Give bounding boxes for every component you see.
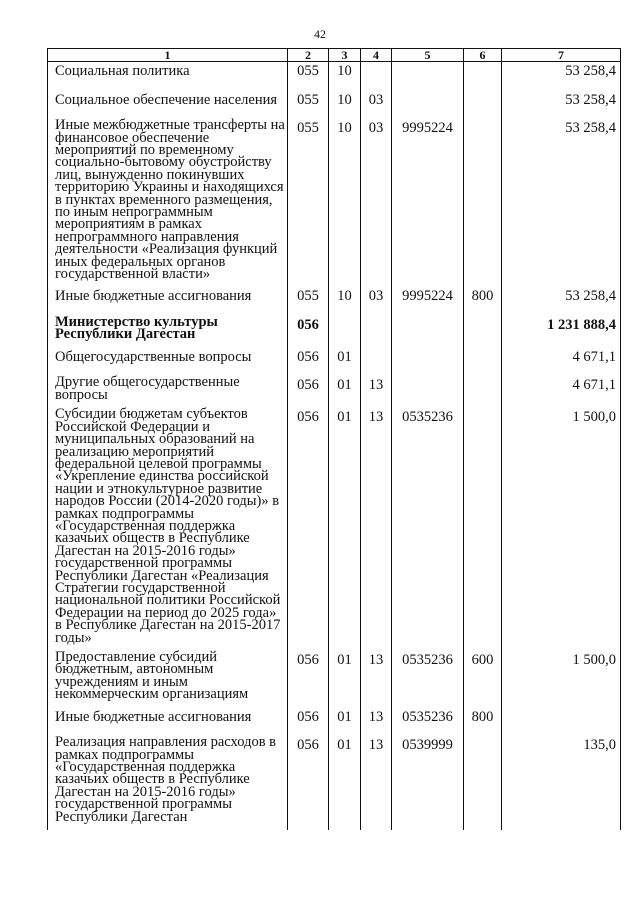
row-code-6: 800 [464, 287, 502, 316]
row-code-3: 10 [329, 119, 361, 287]
row-code-2: 056 [288, 736, 329, 830]
row-code-3: 01 [329, 651, 361, 708]
header-col-7: 7 [502, 49, 621, 62]
row-code-4: 13 [361, 376, 392, 408]
row-code-6 [464, 408, 502, 651]
row-code-2: 055 [288, 119, 329, 287]
row-code-6 [464, 736, 502, 830]
row-name: Иные бюджетные ассигнования [48, 708, 288, 737]
row-code-6: 800 [464, 708, 502, 737]
row-name: Социальная политика [48, 62, 288, 91]
row-name: Реализация направления расходов в рамках подпрограммы «Государственная поддержка казачьих обществ в Республике Дагестан на 2015-2016 годы» государственной программы Республики Дагестан [48, 736, 288, 830]
table-row [48, 62, 621, 91]
table-header [48, 49, 621, 62]
row-code-4: 03 [361, 287, 392, 316]
row-name: Социальное обеспечение населения [48, 91, 288, 120]
table-row [48, 119, 621, 287]
row-code-6 [464, 348, 502, 377]
row-code-5 [392, 91, 464, 120]
table-row [48, 348, 621, 377]
row-code-4: 13 [361, 708, 392, 737]
row-code-6 [464, 62, 502, 91]
row-code-5: 9995224 [392, 119, 464, 287]
table-row [48, 736, 621, 830]
header-col-5: 5 [392, 49, 464, 62]
budget-table [47, 48, 621, 830]
row-amount: 4 671,1 [502, 348, 621, 377]
row-code-5: 0535236 [392, 408, 464, 651]
row-code-2: 056 [288, 376, 329, 408]
row-name: Общегосударственные вопросы [48, 348, 288, 377]
row-code-2: 055 [288, 62, 329, 91]
row-code-4: 13 [361, 651, 392, 708]
row-code-3: 01 [329, 736, 361, 830]
header-col-1: 1 [48, 49, 288, 62]
row-code-6 [464, 91, 502, 120]
page-number: 42 [314, 27, 326, 41]
row-code-6: 600 [464, 651, 502, 708]
row-amount: 135,0 [502, 736, 621, 830]
row-code-6 [464, 119, 502, 287]
row-code-5 [392, 316, 464, 348]
header-col-6: 6 [464, 49, 502, 62]
row-code-2: 056 [288, 408, 329, 651]
row-amount: 1 500,0 [502, 651, 621, 708]
row-code-6 [464, 316, 502, 348]
table-row [48, 91, 621, 120]
row-code-5 [392, 348, 464, 377]
row-code-2: 056 [288, 316, 329, 348]
table-row [48, 708, 621, 737]
row-amount [502, 708, 621, 737]
row-code-5: 0539999 [392, 736, 464, 830]
row-code-4 [361, 316, 392, 348]
row-code-2: 055 [288, 287, 329, 316]
row-code-5: 0535236 [392, 651, 464, 708]
row-name: Министерство культуры Республики Дагестан [48, 316, 288, 348]
row-code-3: 10 [329, 62, 361, 91]
header-col-2: 2 [288, 49, 329, 62]
row-amount: 1 500,0 [502, 408, 621, 651]
row-code-6 [464, 376, 502, 408]
row-name: Другие общегосударственные вопросы [48, 376, 288, 408]
row-code-5: 0535236 [392, 708, 464, 737]
table-row [48, 651, 621, 708]
row-code-3: 01 [329, 408, 361, 651]
table-row [48, 376, 621, 408]
row-amount: 1 231 888,4 [502, 316, 621, 348]
row-code-2: 056 [288, 348, 329, 377]
row-code-5 [392, 376, 464, 408]
row-code-3: 01 [329, 708, 361, 737]
row-amount: 53 258,4 [502, 91, 621, 120]
header-col-3: 3 [329, 49, 361, 62]
row-amount: 53 258,4 [502, 119, 621, 287]
row-name: Предоставление субсидий бюджетным, автономным учреждениям и иным некоммерческим организациям [48, 651, 288, 708]
row-code-3: 10 [329, 287, 361, 316]
row-name: Субсидии бюджетам субъектов Российской Федерации и муниципальных образований на реализацию мероприятий федеральной целевой программы «Укрепление единства российской нации и этнокультурное развитие народов России (2014-2020 годы)» в рамках подпрограммы «Государственная поддержка казачьих обществ в Республике Дагестан на 2015-2016 годы» государственной программы Республики Дагестан «Реализация Стратегии государственной национальной политики Российской Федерации на период до 2025 года» в Республике Дагестан на 2015-2017 годы» [48, 408, 288, 651]
table-row [48, 287, 621, 316]
table-row [48, 316, 621, 348]
row-amount: 4 671,1 [502, 376, 621, 408]
row-code-5 [392, 62, 464, 91]
row-code-2: 056 [288, 651, 329, 708]
row-code-4: 13 [361, 408, 392, 651]
row-amount: 53 258,4 [502, 62, 621, 91]
row-code-4 [361, 348, 392, 377]
row-code-2: 056 [288, 708, 329, 737]
row-code-4 [361, 62, 392, 91]
row-code-3: 01 [329, 376, 361, 408]
table-row [48, 408, 621, 651]
row-code-3: 10 [329, 91, 361, 120]
row-code-4: 03 [361, 119, 392, 287]
row-code-2: 055 [288, 91, 329, 120]
row-code-5: 9995224 [392, 287, 464, 316]
row-name: Иные бюджетные ассигнования [48, 287, 288, 316]
row-code-3: 01 [329, 348, 361, 377]
row-code-4: 13 [361, 736, 392, 830]
row-code-4: 03 [361, 91, 392, 120]
header-col-4: 4 [361, 49, 392, 62]
row-code-3 [329, 316, 361, 348]
row-name: Иные межбюджетные трансферты на финансовое обеспечение мероприятий по временному социально-бытовому обустройству лиц, вынужденно покинувших территорию Украины и находящихся в пунктах временного размещения, по иным непрограммным мероприятиям в рамках непрограммного направления деятельности «Реализация функций иных федеральных органов государственной власти» [48, 119, 288, 287]
row-amount: 53 258,4 [502, 287, 621, 316]
